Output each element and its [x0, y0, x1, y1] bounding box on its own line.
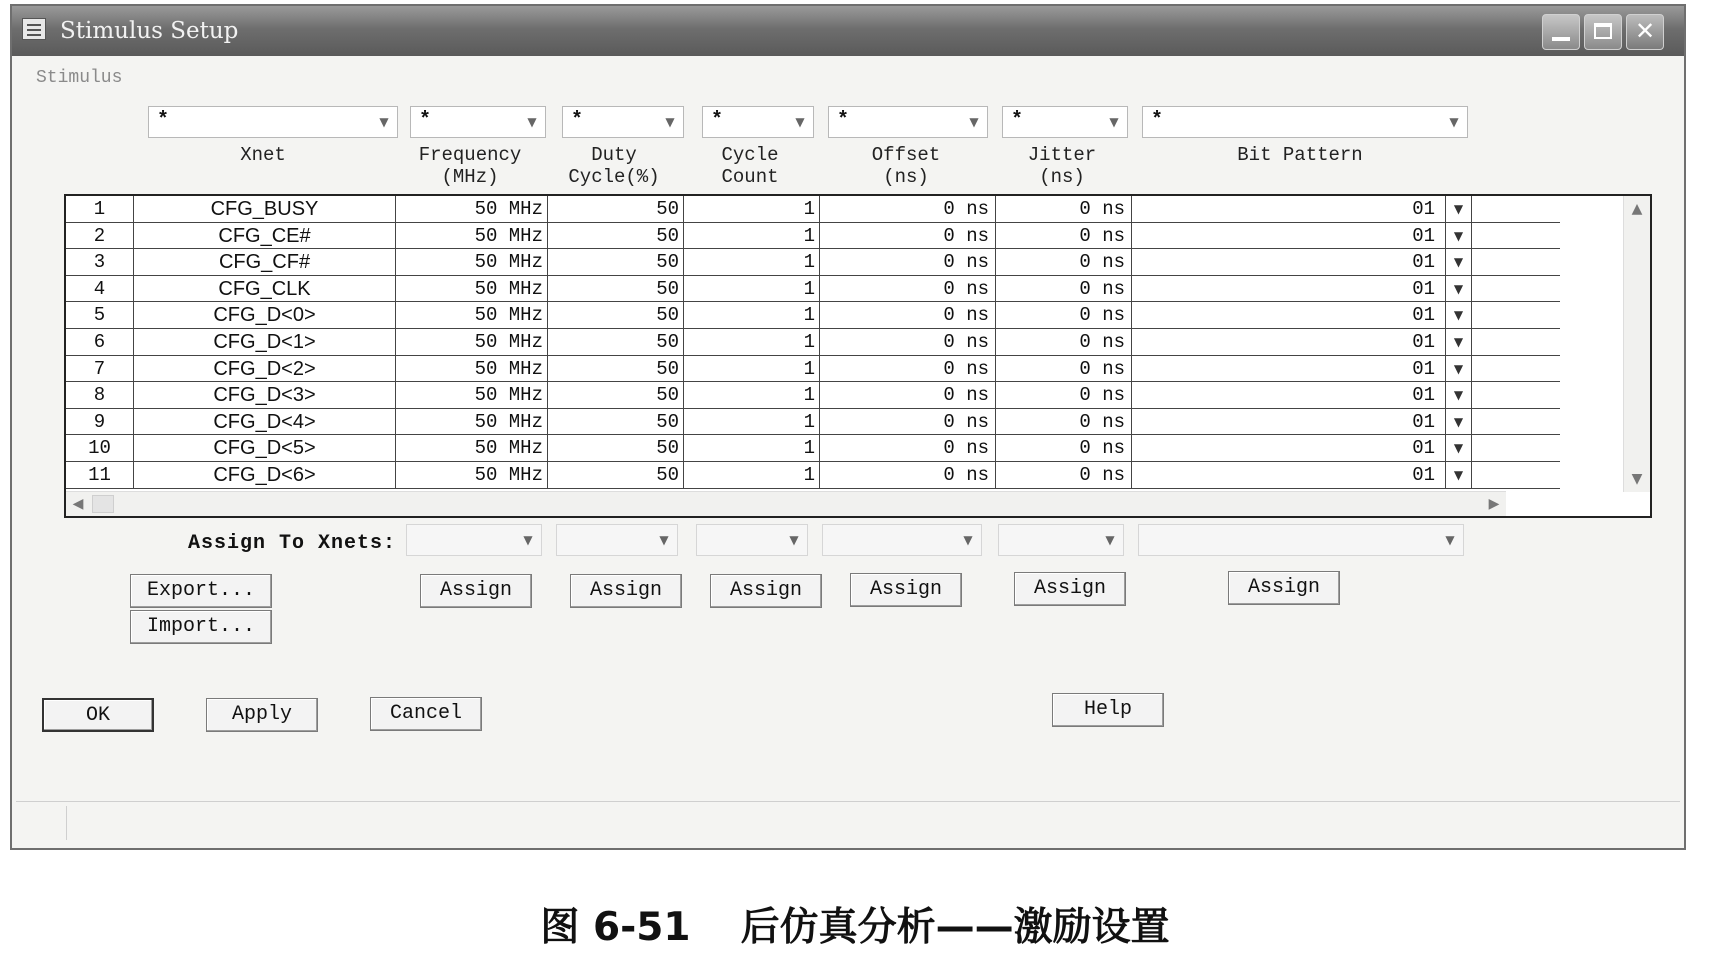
xnet-cell[interactable]: CFG_D<2> [134, 356, 396, 382]
jitter-cell[interactable]: 0 ns [996, 329, 1132, 355]
assign-duty-combo[interactable] [556, 524, 678, 556]
table-row[interactable] [66, 435, 1560, 462]
xnet-cell[interactable]: CFG_CLK [134, 276, 396, 302]
column-header-cycle-count[interactable] [682, 144, 818, 192]
jitter-cell[interactable]: 0 ns [996, 435, 1132, 461]
jitter-filter-value: * [1011, 109, 1024, 132]
app-icon [22, 18, 46, 40]
duty-cycle-cell[interactable]: 50 [548, 276, 684, 302]
assign-cycle-combo[interactable] [696, 524, 808, 556]
column-header-unit: (MHz) [441, 166, 499, 188]
row-number: 3 [66, 249, 134, 275]
close-button[interactable] [1626, 14, 1664, 50]
chevron-down-icon: ▼ [523, 533, 533, 547]
row-number: 7 [66, 356, 134, 382]
ok-button[interactable]: OK [42, 698, 154, 732]
table-row[interactable] [66, 382, 1560, 409]
assign-offset-button[interactable]: Assign [850, 573, 962, 607]
table-row[interactable] [66, 302, 1560, 329]
chevron-down-icon: ▼ [1449, 115, 1459, 129]
table-row[interactable] [66, 249, 1560, 276]
frequency-cell[interactable]: 50 MHz [396, 196, 548, 222]
column-header-unit: Cycle(%) [568, 166, 660, 188]
chevron-down-icon: ▼ [963, 533, 973, 547]
table-row[interactable] [66, 409, 1560, 436]
assign-bit-pattern-combo[interactable] [1138, 524, 1464, 556]
row-number: 8 [66, 382, 134, 408]
frequency-cell[interactable]: 50 MHz [396, 356, 548, 382]
figure-caption [0, 896, 1710, 952]
jitter-cell[interactable]: 0 ns [996, 409, 1132, 435]
cycle-count-cell[interactable]: 1 [684, 435, 820, 461]
frequency-cell[interactable]: 50 MHz [396, 302, 548, 328]
offset-cell[interactable]: 0 ns [820, 409, 996, 435]
column-header-offset[interactable] [818, 144, 994, 192]
bit-pattern-cell[interactable]: 01 [1132, 409, 1446, 435]
offset-cell[interactable]: 0 ns [820, 435, 996, 461]
scroll-thumb[interactable] [92, 495, 114, 513]
frequency-cell[interactable]: 50 MHz [396, 329, 548, 355]
maximize-icon [1594, 23, 1612, 39]
bit-pattern-cell[interactable]: 01 [1132, 356, 1446, 382]
apply-button[interactable]: Apply [206, 698, 318, 732]
duty-cycle-cell[interactable]: 50 [548, 249, 684, 275]
chevron-down-icon[interactable]: ▼ [1446, 382, 1472, 408]
minimize-icon [1552, 37, 1570, 41]
column-header-jitter[interactable] [994, 144, 1130, 192]
chevron-down-icon: ▼ [1109, 115, 1119, 129]
frequency-cell[interactable]: 50 MHz [396, 435, 548, 461]
row-number: 11 [66, 462, 134, 488]
chevron-down-icon[interactable]: ▼ [1446, 409, 1472, 435]
scroll-down-icon[interactable]: ▼ [1631, 471, 1643, 487]
column-header-unit: (ns) [1039, 166, 1085, 188]
cycle-filter-combo[interactable] [702, 106, 814, 138]
chevron-down-icon[interactable]: ▼ [1446, 435, 1472, 461]
chevron-down-icon: ▼ [969, 115, 979, 129]
table-row[interactable] [66, 462, 1560, 489]
chevron-down-icon: ▼ [1105, 533, 1115, 547]
frequency-cell[interactable]: 50 MHz [396, 382, 548, 408]
bit-pattern-cell[interactable]: 01 [1132, 276, 1446, 302]
import-button[interactable]: Import... [130, 610, 272, 644]
assign-bit-pattern-button[interactable]: Assign [1228, 571, 1340, 605]
duty-cycle-cell[interactable]: 50 [548, 356, 684, 382]
duty-cycle-cell[interactable]: 50 [548, 302, 684, 328]
maximize-button[interactable] [1584, 14, 1622, 50]
chevron-down-icon[interactable]: ▼ [1446, 196, 1472, 222]
bit-pattern-cell[interactable]: 01 [1132, 329, 1446, 355]
offset-cell[interactable]: 0 ns [820, 249, 996, 275]
row-number: 10 [66, 435, 134, 461]
offset-cell[interactable]: 0 ns [820, 356, 996, 382]
offset-cell[interactable]: 0 ns [820, 329, 996, 355]
jitter-cell[interactable]: 0 ns [996, 196, 1132, 222]
figure-title: 后仿真分析——激励设置 [740, 905, 1170, 950]
assign-jitter-button[interactable]: Assign [1014, 572, 1126, 606]
status-field [16, 806, 67, 840]
cycle-count-cell[interactable]: 1 [684, 329, 820, 355]
chevron-down-icon[interactable]: ▼ [1446, 356, 1472, 382]
column-header-label: Xnet [240, 144, 286, 166]
cycle-count-cell[interactable]: 1 [684, 196, 820, 222]
table-row[interactable] [66, 276, 1560, 303]
row-number: 2 [66, 223, 134, 249]
table-row[interactable] [66, 356, 1560, 383]
jitter-cell[interactable]: 0 ns [996, 302, 1132, 328]
chevron-down-icon[interactable]: ▼ [1446, 276, 1472, 302]
offset-filter-value: * [837, 109, 850, 132]
row-number: 5 [66, 302, 134, 328]
duty-cycle-cell[interactable]: 50 [548, 223, 684, 249]
jitter-cell[interactable]: 0 ns [996, 276, 1132, 302]
jitter-filter-combo[interactable] [1002, 106, 1128, 138]
group-label: Stimulus [36, 68, 123, 88]
stimulus-table [64, 194, 1652, 518]
chevron-down-icon[interactable]: ▼ [1446, 223, 1472, 249]
cycle-count-cell[interactable]: 1 [684, 356, 820, 382]
assign-jitter-combo[interactable] [998, 524, 1124, 556]
cycle-count-cell[interactable]: 1 [684, 382, 820, 408]
xnet-cell[interactable]: CFG_D<0> [134, 302, 396, 328]
row-number: 6 [66, 329, 134, 355]
cycle-filter-value: * [711, 109, 724, 132]
bit-pattern-cell[interactable]: 01 [1132, 302, 1446, 328]
xnet-cell[interactable]: CFG_D<4> [134, 409, 396, 435]
offset-cell[interactable]: 0 ns [820, 462, 996, 488]
window-title: Stimulus Setup [60, 18, 239, 44]
frequency-filter-value: * [419, 109, 432, 132]
frequency-filter-combo[interactable] [410, 106, 546, 138]
column-header-label: Frequency [418, 144, 522, 166]
offset-cell[interactable]: 0 ns [820, 276, 996, 302]
chevron-down-icon[interactable]: ▼ [1446, 249, 1472, 275]
assign-frequency-button[interactable]: Assign [420, 574, 532, 608]
cycle-count-cell[interactable]: 1 [684, 249, 820, 275]
title-bar[interactable] [12, 6, 1684, 56]
stimulus-setup-window [10, 4, 1686, 850]
bit-pattern-cell[interactable]: 01 [1132, 249, 1446, 275]
offset-cell[interactable]: 0 ns [820, 223, 996, 249]
chevron-down-icon: ▼ [795, 115, 805, 129]
export-button[interactable]: Export... [130, 574, 272, 608]
bit-pattern-cell[interactable]: 01 [1132, 223, 1446, 249]
cycle-count-cell[interactable]: 1 [684, 462, 820, 488]
xnet-cell[interactable]: CFG_CE# [134, 223, 396, 249]
help-button[interactable]: Help [1052, 693, 1164, 727]
offset-filter-combo[interactable] [828, 106, 988, 138]
chevron-down-icon: ▼ [1445, 533, 1455, 547]
assign-frequency-combo[interactable] [406, 524, 542, 556]
chevron-down-icon: ▼ [527, 115, 537, 129]
duty-filter-combo[interactable] [562, 106, 684, 138]
jitter-cell[interactable]: 0 ns [996, 223, 1132, 249]
xnet-cell[interactable]: CFG_D<3> [134, 382, 396, 408]
table-row[interactable] [66, 223, 1560, 250]
column-header-xnet[interactable] [132, 144, 394, 192]
column-header-label: Bit Pattern [1237, 144, 1363, 166]
scroll-up-icon[interactable]: ▲ [1631, 201, 1643, 217]
duty-cycle-cell[interactable]: 50 [548, 329, 684, 355]
assign-duty-button[interactable]: Assign [570, 574, 682, 608]
vertical-scrollbar[interactable] [1623, 196, 1650, 492]
assign-offset-combo[interactable] [822, 524, 982, 556]
close-icon: ✕ [1634, 17, 1656, 45]
duty-cycle-cell[interactable]: 50 [548, 435, 684, 461]
bit-pattern-filter-combo[interactable] [1142, 106, 1468, 138]
offset-cell[interactable]: 0 ns [820, 196, 996, 222]
horizontal-scrollbar[interactable] [66, 491, 1506, 516]
column-header-label-2: Count [721, 166, 779, 188]
row-number: 9 [66, 409, 134, 435]
duty-cycle-cell[interactable]: 50 [548, 196, 684, 222]
column-header-unit: (ns) [883, 166, 929, 188]
jitter-cell[interactable]: 0 ns [996, 382, 1132, 408]
duty-cycle-cell[interactable]: 50 [548, 462, 684, 488]
table-row[interactable] [66, 196, 1560, 223]
column-header-label: Offset [871, 144, 941, 166]
duty-cycle-cell[interactable]: 50 [548, 382, 684, 408]
column-header-label: Duty [591, 144, 637, 166]
cancel-button[interactable]: Cancel [370, 697, 482, 731]
offset-cell[interactable]: 0 ns [820, 302, 996, 328]
cycle-count-cell[interactable]: 1 [684, 409, 820, 435]
chevron-down-icon[interactable]: ▼ [1446, 329, 1472, 355]
column-header-label: Jitter [1027, 144, 1097, 166]
chevron-down-icon[interactable]: ▼ [1446, 302, 1472, 328]
frequency-cell[interactable]: 50 MHz [396, 223, 548, 249]
row-number: 1 [66, 196, 134, 222]
xnet-cell[interactable]: CFG_D<1> [134, 329, 396, 355]
scroll-right-icon[interactable]: ▶ [1488, 496, 1500, 512]
xnet-cell[interactable]: CFG_CF# [134, 249, 396, 275]
xnet-filter-combo[interactable] [148, 106, 398, 138]
xnet-cell[interactable]: CFG_D<6> [134, 462, 396, 488]
bit-pattern-cell[interactable]: 01 [1132, 435, 1446, 461]
frequency-cell[interactable]: 50 MHz [396, 462, 548, 488]
column-header-frequency[interactable] [394, 144, 546, 192]
scroll-left-icon[interactable]: ◀ [72, 496, 84, 512]
column-header-bit-pattern[interactable] [1130, 144, 1470, 192]
bit-pattern-cell[interactable]: 01 [1132, 196, 1446, 222]
jitter-cell[interactable]: 0 ns [996, 462, 1132, 488]
chevron-down-icon: ▼ [379, 115, 389, 129]
bit-pattern-cell[interactable]: 01 [1132, 382, 1446, 408]
column-header-duty-cycle[interactable] [546, 144, 682, 192]
figure-number: 图 6-51 [540, 905, 691, 950]
table-row[interactable] [66, 329, 1560, 356]
cycle-count-cell[interactable]: 1 [684, 276, 820, 302]
assign-cycle-button[interactable]: Assign [710, 574, 822, 608]
xnet-filter-value: * [157, 109, 170, 132]
cycle-count-cell[interactable]: 1 [684, 302, 820, 328]
duty-cycle-cell[interactable]: 50 [548, 409, 684, 435]
chevron-down-icon: ▼ [665, 115, 675, 129]
xnet-cell[interactable]: CFG_BUSY [134, 196, 396, 222]
bit-pattern-filter-value: * [1151, 109, 1164, 132]
status-bar [16, 801, 1680, 844]
column-header-label: Cycle [721, 144, 779, 166]
bit-pattern-cell[interactable]: 01 [1132, 462, 1446, 488]
assign-to-xnets-label: Assign To Xnets: [188, 532, 397, 555]
cycle-count-cell[interactable]: 1 [684, 223, 820, 249]
frequency-cell[interactable]: 50 MHz [396, 249, 548, 275]
offset-cell[interactable]: 0 ns [820, 382, 996, 408]
frequency-cell[interactable]: 50 MHz [396, 276, 548, 302]
minimize-button[interactable] [1542, 14, 1580, 50]
jitter-cell[interactable]: 0 ns [996, 356, 1132, 382]
chevron-down-icon: ▼ [789, 533, 799, 547]
xnet-cell[interactable]: CFG_D<5> [134, 435, 396, 461]
frequency-cell[interactable]: 50 MHz [396, 409, 548, 435]
chevron-down-icon[interactable]: ▼ [1446, 462, 1472, 488]
duty-filter-value: * [571, 109, 584, 132]
jitter-cell[interactable]: 0 ns [996, 249, 1132, 275]
row-number: 4 [66, 276, 134, 302]
chevron-down-icon: ▼ [659, 533, 669, 547]
